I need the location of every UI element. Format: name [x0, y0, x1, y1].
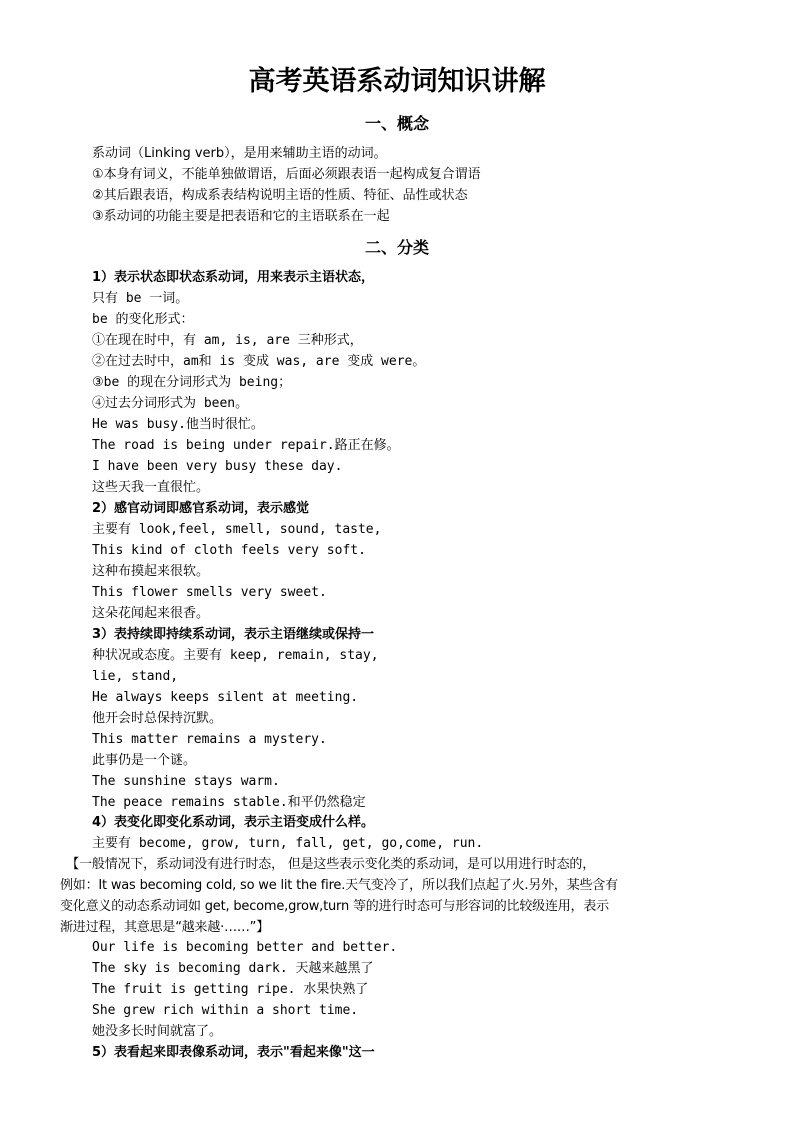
body-line: I have been very busy these day. — [92, 459, 343, 474]
body-line: 他开会时总保持沉默。 — [92, 711, 223, 726]
concept-line: ②其后跟表语，构成系表结构说明主语的性质、特征、品性或状态 — [92, 188, 468, 203]
body-line: This matter remains a mystery. — [92, 732, 327, 747]
body-line: 此事仍是一个谜。 — [92, 753, 197, 768]
body-line: ①在现在时中，有 am, is, are 三种形式， — [92, 333, 363, 348]
note-line: 渐进过程，其意思是“越来越·……”】 — [60, 920, 270, 935]
note-line: 变化意义的动态系动词如 get, become,grow,turn 等的进行时态可与形容词的比较级连用，表示 — [60, 899, 609, 914]
body-line: This kind of cloth feels very soft. — [92, 543, 366, 558]
body-line: He was busy.他当时很忙。 — [92, 417, 264, 432]
body-line: ④过去分词形式为 been。 — [92, 396, 249, 411]
body-line: The peace remains stable.和平仍然稳定 — [92, 795, 366, 810]
section-heading-concept: 一、概念 — [364, 114, 429, 133]
body-line: 主要有 look,feel, smell, sound, taste, — [92, 522, 382, 537]
body-line: 她没多长时间就富了。 — [92, 1024, 223, 1039]
body-line: ②在过去时中，am和 is 变成 was, are 变成 were。 — [92, 354, 426, 369]
subheading-line: 4）表变化即变化系动词，表示主语变成什么样。 — [92, 815, 375, 830]
body-line: 这朵花闻起来很香。 — [92, 606, 210, 621]
body-line: Our life is becoming better and better. — [92, 940, 398, 955]
body-line: He always keeps silent at meeting. — [92, 690, 359, 705]
concept-line: 系动词（Linking verb），是用来辅助主语的动词。 — [92, 146, 387, 161]
body-line: 主要有 become, grow, turn, fall, get, go,come, run. — [92, 836, 484, 851]
subheading-line: 2）感官动词即感官系动词，表示感觉 — [92, 501, 310, 516]
body-line: The sunshine stays warm. — [92, 774, 280, 789]
note-line: 【一般情况下，系动词没有进行时态， 但是这些表示变化类的系动词，是可以用进行时态的， — [60, 857, 596, 872]
concept-line: ③系动词的功能主要是把表语和它的主语联系在一起 — [92, 209, 390, 224]
subheading-line: 3）表持续即持续系动词，表示主语继续或保持一 — [92, 627, 375, 642]
section-heading-category: 二、分类 — [364, 238, 429, 257]
body-line: lie, stand, — [92, 669, 179, 684]
body-line: ③be 的现在分词形式为 being； — [92, 375, 292, 390]
body-line: The road is being under repair.路正在修。 — [92, 438, 400, 453]
document-title: 高考英语系动词知识讲解 — [248, 66, 546, 97]
body-line: be 的变化形式： — [92, 312, 194, 327]
body-line: 这种布摸起来很软。 — [92, 564, 210, 579]
concept-line: ①本身有词义，不能单独做谓语，后面必须跟表语一起构成复合谓语 — [92, 167, 481, 182]
body-line: She grew rich within a short time. — [92, 1003, 359, 1018]
body-line: The sky is becoming dark. 天越来越黑了 — [92, 961, 374, 976]
subheading-line: 5）表看起来即表像系动词，表示"看起来像"这一 — [92, 1045, 375, 1060]
body-line: 种状况或态度。主要有 keep, remain, stay, — [92, 648, 379, 663]
subheading-line: 1）表示状态即状态系动词，用来表示主语状态， — [92, 270, 375, 285]
body-line: The fruit is getting ripe. 水果快熟了 — [92, 982, 369, 997]
note-line: 例如：It was becoming cold, so we lit the fire.天气变冷了，所以我们点起了火.另外，某些含有 — [60, 878, 618, 893]
body-line: This flower smells very sweet. — [92, 585, 327, 600]
body-line: 这些天我一直很忙。 — [92, 480, 210, 495]
body-line: 只有 be 一词。 — [92, 291, 189, 306]
